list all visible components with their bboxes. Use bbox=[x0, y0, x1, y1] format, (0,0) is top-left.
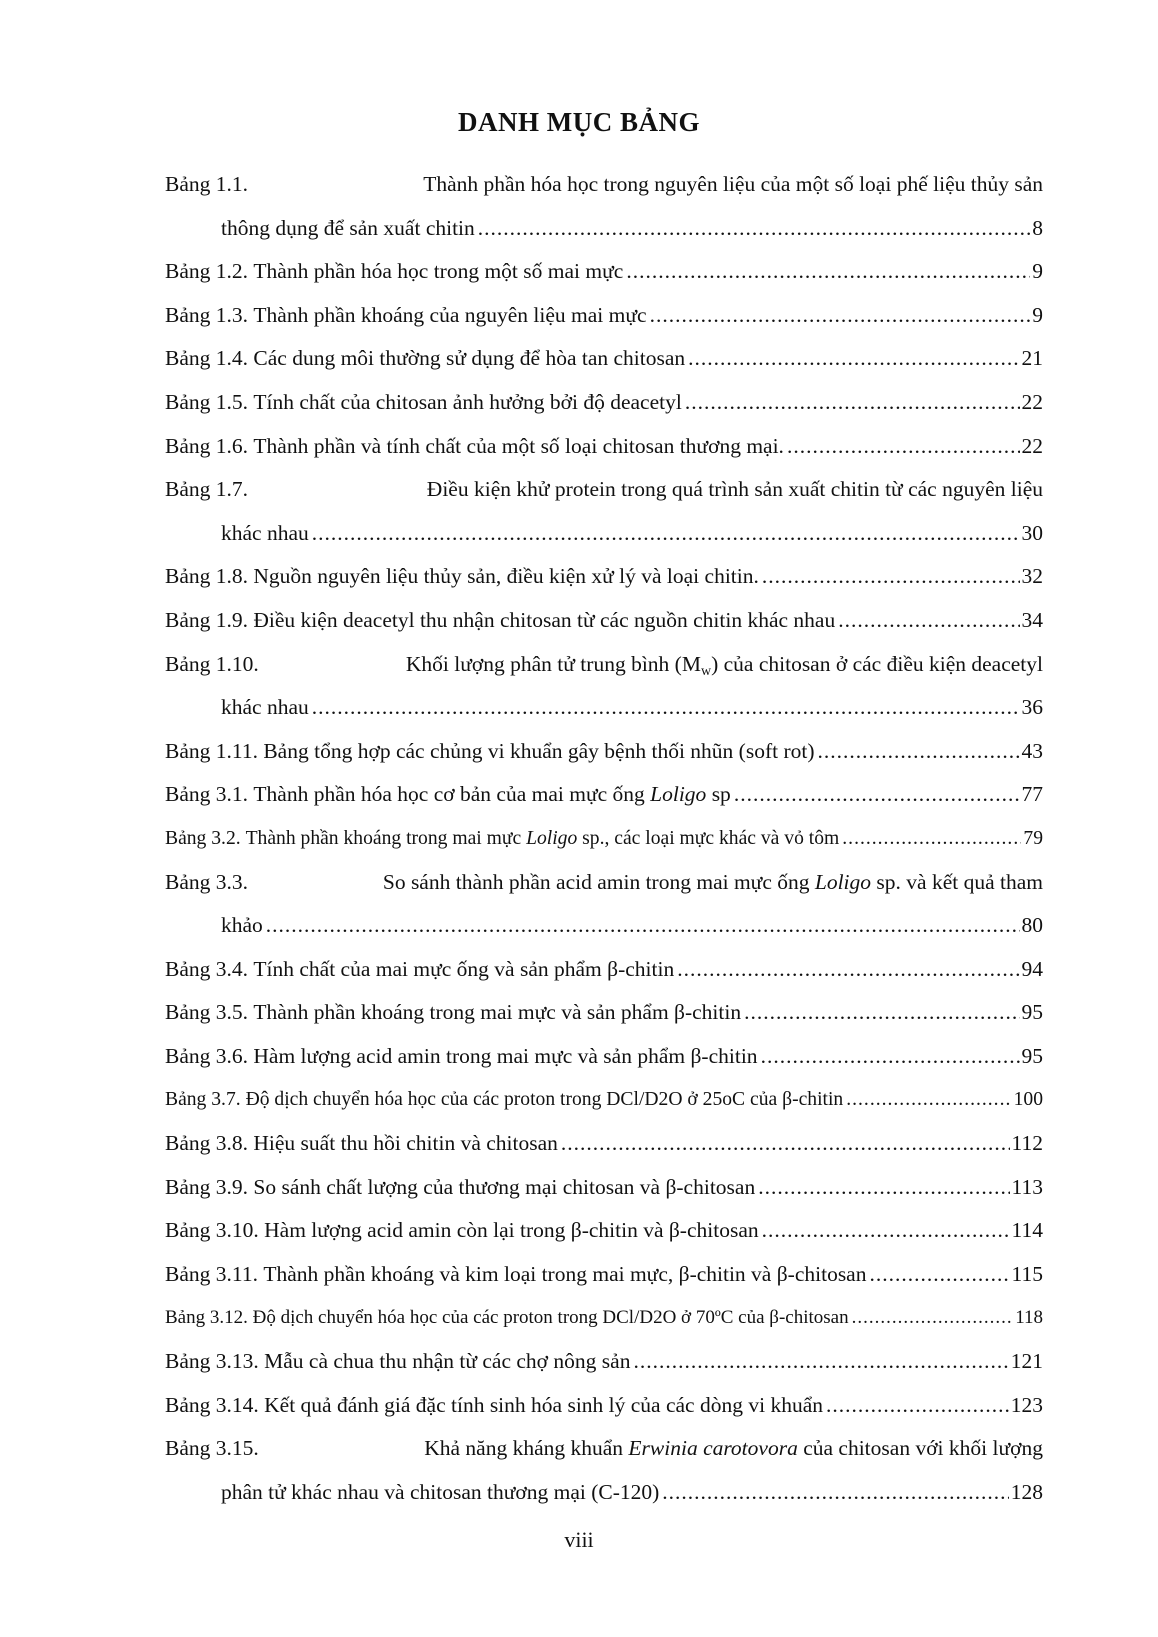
entry-label: Bảng 3.9. bbox=[165, 1174, 249, 1199]
entry-text: So sánh thành phần acid amin trong mai mực ống bbox=[382, 869, 815, 894]
entry-page: 79 bbox=[1023, 827, 1043, 849]
entry-label: Bảng 1.10. bbox=[165, 651, 259, 676]
entry-page: 118 bbox=[1015, 1307, 1043, 1329]
entry-text-continued: khác nhau bbox=[221, 520, 309, 545]
dot-leader bbox=[626, 250, 1030, 294]
list-item[interactable] bbox=[165, 1078, 1043, 1122]
entry-page: 94 bbox=[1021, 956, 1043, 981]
entry-text: Tính chất của mai mực ống và sản phẩm β-chitin bbox=[253, 956, 675, 981]
entry-text: Độ dịch chuyển hóa học của các proton trong DCl/D2O ở 70ºC của β-chitosan bbox=[252, 1307, 849, 1329]
list-item[interactable] bbox=[165, 337, 1043, 381]
entry-label: Bảng 1.5. bbox=[165, 389, 249, 414]
dot-leader bbox=[826, 1384, 1009, 1428]
entry-page: 43 bbox=[1021, 738, 1043, 763]
dot-leader bbox=[761, 1035, 1020, 1079]
entry-text: Hàm lượng acid amin trong mai mực và sản phẩm β-chitin bbox=[253, 1043, 758, 1068]
entry-label: Bảng 3.1. bbox=[165, 782, 249, 807]
list-item[interactable] bbox=[165, 1340, 1043, 1384]
list-item[interactable] bbox=[165, 1427, 1043, 1514]
entry-text: Hàm lượng acid amin còn lại trong β-chitin và β-chitosan bbox=[264, 1218, 759, 1243]
dot-leader bbox=[685, 381, 1020, 425]
entry-text: Thành phần khoáng của nguyên liệu mai mực bbox=[253, 302, 647, 327]
dot-leader bbox=[478, 207, 1030, 251]
entry-page: 36 bbox=[1021, 695, 1043, 720]
entry-text-continued: thông dụng để sản xuất chitin bbox=[221, 215, 475, 240]
entry-text: của chitosan với khối lượng bbox=[797, 1436, 1043, 1461]
dot-leader bbox=[846, 1078, 1011, 1122]
entry-page: 22 bbox=[1021, 389, 1043, 414]
entry-page: 80 bbox=[1021, 913, 1043, 938]
entry-text: sp. và kết quả tham bbox=[871, 869, 1043, 894]
list-item[interactable] bbox=[165, 1296, 1043, 1340]
entry-text-italic: Loligo bbox=[526, 827, 578, 849]
entry-page: 32 bbox=[1021, 564, 1043, 589]
entry-page: 34 bbox=[1021, 607, 1043, 632]
dot-leader bbox=[677, 948, 1019, 992]
dot-leader bbox=[842, 817, 1021, 861]
dot-leader bbox=[838, 599, 1019, 643]
entry-page: 95 bbox=[1021, 1043, 1043, 1068]
entry-label: Bảng 1.11. bbox=[165, 738, 258, 763]
entry-text: So sánh chất lượng của thương mại chitosan và β-chitosan bbox=[253, 1174, 756, 1199]
dot-leader bbox=[561, 1122, 1010, 1166]
list-item[interactable] bbox=[165, 643, 1043, 730]
list-item[interactable] bbox=[165, 1122, 1043, 1166]
entry-label: Bảng 3.12. bbox=[165, 1307, 248, 1329]
dot-leader bbox=[762, 1209, 1010, 1253]
dot-leader bbox=[650, 294, 1031, 338]
list-item[interactable] bbox=[165, 861, 1043, 948]
entry-text-italic: Loligo bbox=[650, 782, 707, 807]
list-item[interactable] bbox=[165, 250, 1043, 294]
entry-text: Thành phần và tính chất của một số loại chitosan thương mại. bbox=[253, 433, 784, 458]
dot-leader bbox=[734, 773, 1020, 817]
list-item[interactable] bbox=[165, 1253, 1043, 1297]
entry-label: Bảng 1.2. bbox=[165, 259, 249, 284]
dot-leader bbox=[852, 1296, 1014, 1340]
entry-page: 128 bbox=[1010, 1479, 1043, 1504]
list-item[interactable] bbox=[165, 817, 1043, 861]
entry-text: Khối lượng phân tử trung bình (M bbox=[405, 651, 701, 676]
entry-page: 115 bbox=[1011, 1261, 1043, 1286]
dot-leader bbox=[312, 512, 1020, 556]
entry-label: Bảng 3.5. bbox=[165, 1000, 249, 1025]
dot-leader bbox=[633, 1340, 1008, 1384]
entry-subscript: w bbox=[700, 663, 712, 679]
list-item[interactable] bbox=[165, 1209, 1043, 1253]
entry-page: 121 bbox=[1010, 1349, 1043, 1374]
entry-text-italic: Loligo bbox=[814, 869, 872, 894]
dot-leader bbox=[744, 991, 1019, 1035]
entry-text: Mẫu cà chua thu nhận từ các chợ nông sản bbox=[264, 1349, 631, 1374]
entry-text-continued: khác nhau bbox=[221, 695, 309, 720]
entry-text: Khả năng kháng khuẩn bbox=[424, 1436, 629, 1461]
entry-label: Bảng 3.3. bbox=[165, 869, 249, 894]
entry-page: 9 bbox=[1032, 302, 1043, 327]
entry-page: 112 bbox=[1011, 1131, 1043, 1156]
entry-page: 123 bbox=[1010, 1392, 1043, 1417]
list-item[interactable] bbox=[165, 468, 1043, 555]
entry-page: 100 bbox=[1013, 1089, 1043, 1111]
entry-label: Bảng 1.7. bbox=[165, 477, 249, 502]
entry-label: Bảng 3.6. bbox=[165, 1043, 249, 1068]
dot-leader bbox=[688, 337, 1019, 381]
entry-page: 21 bbox=[1021, 346, 1043, 371]
list-item[interactable] bbox=[165, 1166, 1043, 1210]
entry-page: 8 bbox=[1032, 215, 1043, 240]
entry-label: Bảng 3.10. bbox=[165, 1218, 259, 1243]
dot-leader bbox=[762, 555, 1020, 599]
dot-leader bbox=[266, 904, 1020, 948]
entry-label: Bảng 1.6. bbox=[165, 433, 249, 458]
entry-text: Độ dịch chuyển hóa học của các proton trong DCl/D2O ở 25oC của β-chitin bbox=[245, 1089, 844, 1111]
entry-label: Bảng 3.7. bbox=[165, 1089, 241, 1111]
entry-text: Kết quả đánh giá đặc tính sinh hóa sinh lý của các dòng vi khuẩn bbox=[264, 1392, 823, 1417]
entry-label: Bảng 3.11. bbox=[165, 1261, 258, 1286]
list-item[interactable] bbox=[165, 730, 1043, 774]
list-item[interactable] bbox=[165, 948, 1043, 992]
list-item[interactable] bbox=[165, 381, 1043, 425]
entry-text: Nguồn nguyên liệu thủy sản, điều kiện xử lý và loại chitin. bbox=[253, 564, 759, 589]
entry-text: Thành phần hóa học trong nguyên liệu của một số loại phế liệu thủy sản bbox=[423, 172, 1043, 196]
entry-label: Bảng 3.4. bbox=[165, 956, 249, 981]
entry-text: Thành phần khoáng và kim loại trong mai mực, β-chitin và β-chitosan bbox=[263, 1261, 867, 1286]
entry-text: Tính chất của chitosan ảnh hưởng bởi độ deacetyl bbox=[253, 389, 682, 414]
entry-label: Bảng 3.2. bbox=[165, 827, 241, 849]
page-number: viii bbox=[564, 1527, 594, 1552]
entry-label: Bảng 3.13. bbox=[165, 1349, 259, 1374]
list-item[interactable] bbox=[165, 425, 1043, 469]
dot-leader bbox=[869, 1253, 1009, 1297]
entry-label: Bảng 1.8. bbox=[165, 564, 249, 589]
entry-text-continued: phân tử khác nhau và chitosan thương mại (C-120) bbox=[221, 1479, 660, 1504]
entry-label: Bảng 3.15. bbox=[165, 1436, 259, 1461]
entry-text: Thành phần hóa học trong một số mai mực bbox=[253, 259, 624, 284]
list-item[interactable] bbox=[165, 163, 1043, 250]
entry-page: 114 bbox=[1011, 1218, 1043, 1243]
dot-leader bbox=[662, 1471, 1008, 1515]
entry-text: Thành phần khoáng trong mai mực và sản phẩm β-chitin bbox=[253, 1000, 742, 1025]
entry-text: Hiệu suất thu hồi chitin và chitosan bbox=[253, 1131, 558, 1156]
entry-text: Điều kiện khử protein trong quá trình sản xuất chitin từ các nguyên liệu bbox=[426, 477, 1043, 502]
list-item[interactable] bbox=[165, 773, 1043, 817]
entry-label: Bảng 1.9. bbox=[165, 607, 249, 632]
entry-page: 30 bbox=[1021, 520, 1043, 545]
entry-text: sp bbox=[706, 782, 731, 807]
entry-label: Bảng 3.8. bbox=[165, 1131, 249, 1156]
entry-label: Bảng 1.1. bbox=[165, 172, 249, 196]
entry-label: Bảng 1.4. bbox=[165, 346, 249, 371]
entry-text: Bảng tổng hợp các chủng vi khuẩn gây bệnh thối nhũn (soft rot) bbox=[263, 738, 815, 763]
entry-text-italic: Erwinia carotovora bbox=[628, 1436, 798, 1461]
entry-text: Các dung môi thường sử dụng để hòa tan chitosan bbox=[253, 346, 686, 371]
entry-text: sp., các loại mực khác và vỏ tôm bbox=[577, 827, 840, 849]
dot-leader bbox=[818, 730, 1020, 774]
entry-text: Thành phần khoáng trong mai mực bbox=[245, 827, 527, 849]
list-item[interactable] bbox=[165, 294, 1043, 338]
list-item[interactable] bbox=[165, 599, 1043, 643]
entry-label: Bảng 3.14. bbox=[165, 1392, 259, 1417]
list-item[interactable] bbox=[165, 1035, 1043, 1079]
page-title: DANH MỤC BẢNG bbox=[458, 107, 700, 137]
entry-text-continued: khảo bbox=[221, 913, 263, 938]
entry-text: ) của chitosan ở các điều kiện deacetyl bbox=[711, 651, 1043, 676]
list-item[interactable] bbox=[165, 1384, 1043, 1428]
entry-page: 22 bbox=[1021, 433, 1043, 458]
entry-page: 113 bbox=[1011, 1174, 1043, 1199]
dot-leader bbox=[312, 686, 1020, 730]
entry-page: 77 bbox=[1021, 782, 1043, 807]
dot-leader bbox=[758, 1166, 1009, 1210]
list-item[interactable] bbox=[165, 991, 1043, 1035]
list-item[interactable] bbox=[165, 555, 1043, 599]
entry-text: Điều kiện deacetyl thu nhận chitosan từ các nguồn chitin khác nhau bbox=[253, 607, 836, 632]
dot-leader bbox=[787, 425, 1020, 469]
table-list bbox=[165, 163, 1043, 1514]
entry-label: Bảng 1.3. bbox=[165, 302, 249, 327]
entry-page: 9 bbox=[1032, 259, 1043, 284]
entry-text: Thành phần hóa học cơ bản của mai mực ống bbox=[253, 782, 651, 807]
entry-page: 95 bbox=[1021, 1000, 1043, 1025]
